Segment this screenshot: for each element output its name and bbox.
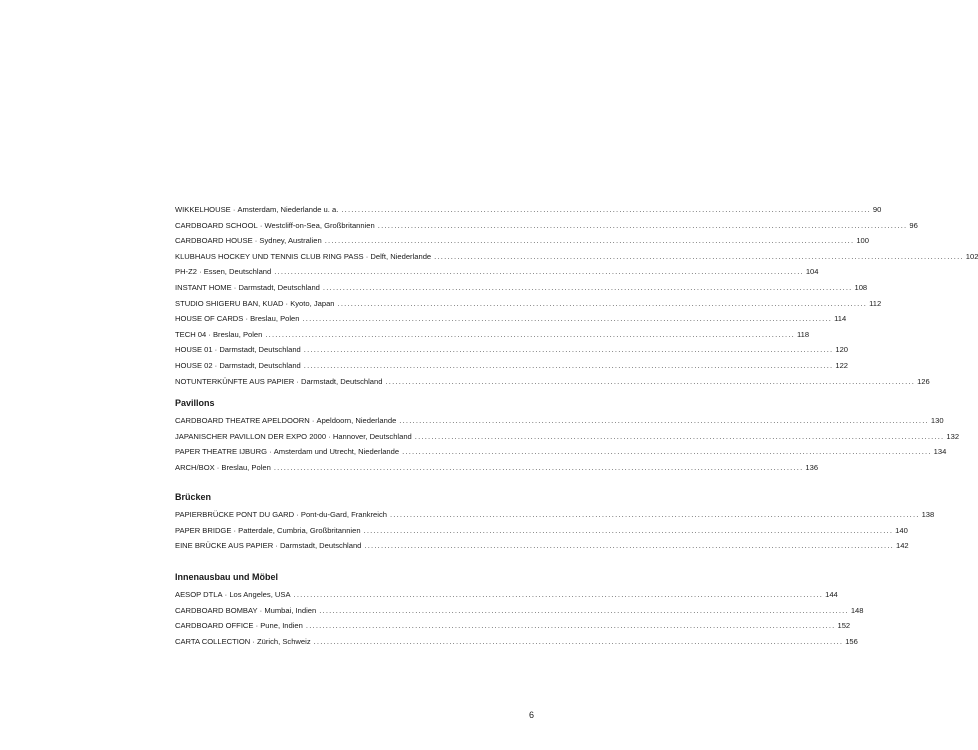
entry-location: Essen, Deutschland: [203, 267, 272, 277]
separator-dot: ·: [266, 447, 274, 457]
dot-leader: ................................................................................................................................................................: [434, 251, 964, 261]
entry-title: CARDBOARD SCHOOL: [175, 220, 258, 230]
toc-entry: [175, 375, 930, 389]
separator-dot: ·: [231, 525, 239, 535]
entry-location: Darmstadt, Deutschland: [238, 283, 320, 292]
entry-title: HOUSE 02: [175, 361, 213, 370]
entry-location: Breslau, Polen: [250, 314, 300, 324]
separator-dot: ·: [206, 329, 213, 339]
toc-entry: [175, 281, 868, 295]
dot-leader: ................................................................................................................................................................: [305, 621, 836, 631]
toc-entry: [175, 604, 864, 618]
toc-entry: [175, 219, 918, 233]
dot-leader: ................................................................................................................................................................: [399, 416, 929, 425]
entry-page-number: 130: [930, 416, 944, 425]
separator-dot: ·: [230, 205, 238, 214]
dot-leader: ................................................................................................................................................................: [364, 541, 894, 551]
entry-title: CARDBOARD HOUSE: [175, 236, 253, 246]
separator-dot: ·: [326, 431, 333, 441]
separator-dot: ·: [294, 510, 301, 519]
separator-dot: ·: [257, 220, 265, 230]
toc-entry: [175, 343, 849, 357]
toc-entry: [175, 539, 909, 553]
separator-dot: ·: [250, 636, 258, 646]
entry-page-number: 120: [835, 345, 849, 355]
toc-entry: [175, 297, 882, 311]
dot-leader: ................................................................................................................................................................: [313, 636, 844, 646]
entry-page-number: 126: [917, 376, 930, 386]
entry-page-number: 104: [805, 267, 819, 277]
entry-page-number: 144: [825, 590, 838, 599]
separator-dot: ·: [283, 298, 291, 308]
entry-location: Breslau, Polen: [212, 329, 263, 339]
entry-title: HOUSE OF CARDS: [175, 314, 244, 324]
entry-title: PAPER THEATRE IJBURG: [175, 447, 267, 457]
section-heading: Innenausbau und Möbel: [175, 572, 278, 582]
entry-page-number: 90: [872, 205, 882, 214]
dot-leader: ................................................................................................................................................................: [341, 205, 871, 214]
entry-location: Kyoto, Japan: [290, 298, 335, 308]
entry-page-number: 134: [933, 447, 947, 457]
toc-entry: [175, 250, 978, 264]
entry-location: Pont-du-Gard, Frankreich: [300, 510, 387, 519]
entry-location: Darmstadt, Deutschland: [219, 361, 301, 370]
entry-page-number: 100: [856, 236, 869, 246]
section-heading: Brücken: [175, 492, 212, 502]
entry-location: Amsterdam, Niederlande u. a.: [237, 205, 339, 214]
entry-page-number: 114: [834, 314, 847, 324]
separator-dot: ·: [231, 283, 239, 292]
separator-dot: ·: [212, 361, 220, 370]
dot-leader: ................................................................................................................................................................: [302, 314, 833, 324]
separator-dot: ·: [196, 267, 204, 277]
page-number: 6: [529, 710, 535, 720]
toc-entry: [175, 265, 819, 279]
separator-dot: ·: [309, 416, 317, 425]
entry-page-number: 140: [895, 525, 908, 535]
dot-leader: ................................................................................................................................................................: [303, 361, 834, 370]
toc-entry: [175, 524, 908, 538]
dot-leader: ................................................................................................................................................................: [363, 525, 894, 535]
separator-dot: ·: [253, 621, 261, 631]
entry-location: Patterdale, Cumbria, Großbritannien: [238, 525, 361, 535]
entry-page-number: 96: [909, 220, 918, 230]
entry-page-number: 132: [946, 431, 960, 441]
separator-dot: ·: [252, 236, 260, 246]
entry-title: PAPER BRIDGE: [175, 525, 232, 535]
entry-page-number: 148: [850, 605, 864, 615]
dot-leader: ................................................................................................................................................................: [322, 283, 853, 292]
dot-leader: ................................................................................................................................................................: [319, 605, 849, 615]
toc-entry: [175, 461, 819, 475]
dot-leader: ................................................................................................................................................................: [337, 298, 868, 308]
entry-title: TECH 04: [175, 329, 207, 339]
entry-location: Pune, Indien: [260, 621, 303, 631]
dot-leader: ................................................................................................................................................................: [293, 590, 824, 599]
section-heading: Pavillons: [175, 398, 215, 408]
entry-location: Mumbai, Indien: [264, 605, 317, 615]
entry-title: NOTUNTERKÜNFTE AUS PAPIER: [175, 376, 295, 386]
toc-entry: [175, 508, 935, 522]
entry-location: Los Angeles, USA: [229, 590, 291, 599]
entry-page-number: 156: [845, 636, 858, 646]
entry-title: KLUBHAUS HOCKEY UND TENNIS CLUB RING PASS: [175, 251, 364, 261]
entry-page-number: 142: [895, 541, 909, 551]
entry-title: CARTA COLLECTION: [175, 636, 251, 646]
entry-location: Amsterdam und Utrecht, Niederlande: [273, 447, 400, 457]
entry-location: Darmstadt, Deutschland: [219, 345, 301, 355]
entry-title: EINE BRÜCKE AUS PAPIER: [175, 541, 274, 551]
separator-dot: ·: [257, 605, 265, 615]
entry-page-number: 118: [796, 329, 810, 339]
entry-page-number: 122: [835, 361, 849, 370]
entry-location: Darmstadt, Deutschland: [301, 376, 383, 386]
separator-dot: ·: [243, 314, 251, 324]
separator-dot: ·: [294, 376, 302, 386]
entry-title: AESOP DTLA: [175, 590, 223, 599]
separator-dot: ·: [363, 251, 371, 261]
dot-leader: ................................................................................................................................................................: [265, 329, 795, 339]
dot-leader: ................................................................................................................................................................: [385, 376, 916, 386]
dot-leader: ................................................................................................................................................................: [390, 510, 920, 519]
toc-entry: [175, 359, 849, 373]
separator-dot: ·: [212, 345, 220, 355]
dot-leader: ................................................................................................................................................................: [377, 220, 908, 230]
dot-leader: ................................................................................................................................................................: [414, 431, 945, 441]
toc-entry: [175, 588, 838, 602]
dot-leader: ................................................................................................................................................................: [273, 462, 804, 472]
entry-location: Westcliff-on-Sea, Großbritannien: [264, 220, 375, 230]
toc-entry: [175, 619, 851, 633]
entry-title: CARDBOARD THEATRE APELDOORN: [175, 416, 310, 425]
entry-location: Sydney, Australien: [259, 236, 322, 246]
toc-entry: [175, 635, 858, 649]
separator-dot: ·: [273, 541, 280, 551]
toc-entry: [175, 414, 944, 428]
toc-entry: [175, 445, 947, 459]
entry-title: JAPANISCHER PAVILLON DER EXPO 2000: [175, 431, 327, 441]
entry-location: Zürich, Schweiz: [257, 636, 311, 646]
entry-page-number: 102: [965, 251, 978, 261]
separator-dot: ·: [222, 590, 230, 599]
dot-leader: ................................................................................................................................................................: [303, 345, 834, 355]
entry-title: ARCH/BOX: [175, 462, 215, 472]
entry-title: INSTANT HOME: [175, 283, 232, 292]
toc-entry: [175, 328, 810, 342]
entry-location: Delft, Niederlande: [370, 251, 432, 261]
entry-location: Apeldoorn, Niederlande: [316, 416, 397, 425]
entry-location: Darmstadt, Deutschland: [279, 541, 362, 551]
entry-title: WIKKELHOUSE: [175, 205, 231, 214]
entry-title: STUDIO SHIGERU BAN, KUAD: [175, 298, 284, 308]
dot-leader: ................................................................................................................................................................: [402, 447, 932, 457]
dot-leader: ................................................................................................................................................................: [274, 267, 804, 277]
toc-entry: [175, 430, 960, 444]
entry-location: Hannover, Deutschland: [332, 431, 412, 441]
entry-title: PAPIERBRÜCKE PONT DU GARD: [175, 510, 295, 519]
toc-entry: [175, 203, 882, 217]
entry-title: PH-Z2: [175, 267, 197, 277]
separator-dot: ·: [214, 462, 222, 472]
entry-page-number: 108: [854, 283, 868, 292]
entry-page-number: 138: [921, 510, 935, 519]
entry-title: CARDBOARD BOMBAY: [175, 605, 258, 615]
entry-page-number: 152: [837, 621, 851, 631]
toc-entry: [175, 312, 847, 326]
entry-page-number: 112: [869, 298, 882, 308]
entry-title: HOUSE 01: [175, 345, 213, 355]
entry-location: Breslau, Polen: [221, 462, 271, 472]
entry-page-number: 136: [805, 462, 819, 472]
toc-entry: [175, 234, 869, 248]
entry-title: CARDBOARD OFFICE: [175, 621, 254, 631]
dot-leader: ................................................................................................................................................................: [324, 236, 855, 246]
